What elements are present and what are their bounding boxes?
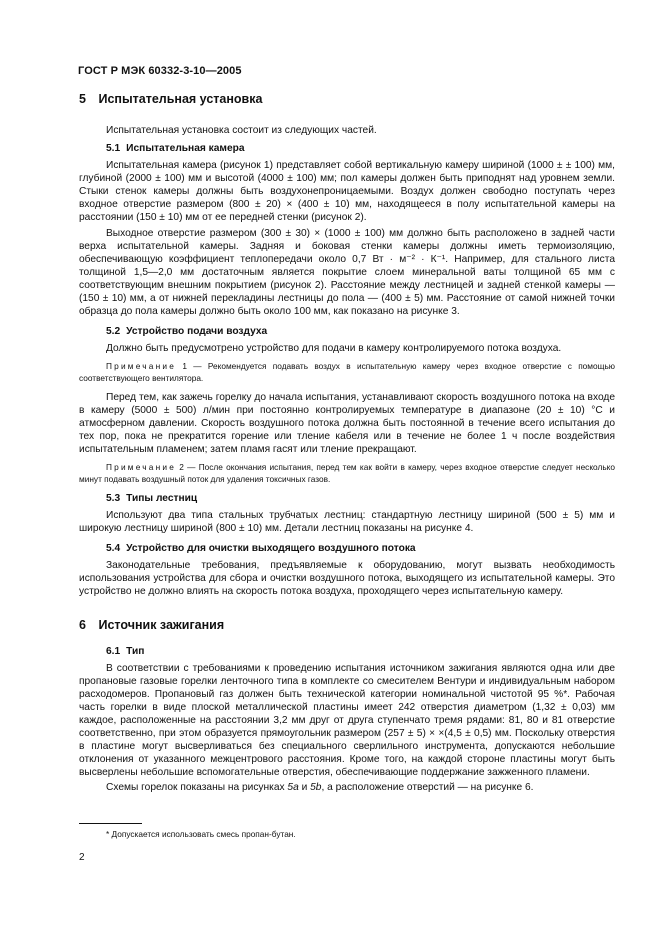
document-header: ГОСТ Р МЭК 60332-3-10—2005 — [78, 65, 242, 77]
section-5-4-heading: 5.4 Устройство для очистки выходящего воздушного потока — [106, 543, 416, 554]
section-5-3-heading: 5.3 Типы лестниц — [106, 493, 198, 504]
section-5-heading: 5 Испытательная установка — [79, 92, 263, 106]
section-6-1-paragraph-2: Схемы горелок показаны на рисунках 5а и 5b, а расположение отверстий — на рисунке 6. — [106, 782, 534, 793]
document-body — [79, 92, 615, 794]
section-5-2-note-2: Примечание 2 — После окончания испытания, перед тем как войти в камеру, через входное отверстие следует несколько минут подавать воздушный поток для удаления токсичных газов. — [79, 462, 615, 484]
section-5-1-paragraph-1: Испытательная камера (рисунок 1) представляет собой вертикальную камеру шириной (1000 ± ± 100) мм, глубиной (2000 ± 100) мм и высотой (4000 ± 100) мм; пол камеры должен быть приподнят над уровнем земли. Стыки стенок камеры должны быть воздухонепроницаемыми. Воздух должен свободно поступать через входное отверстие размером (800 ± 20) × (400 ± 10) мм, находящееся в полу испытательной камеры на расстоянии (150 ± 10) мм от ее передней стенки (рисунок 2). — [79, 160, 615, 223]
footnote: * Допускается использовать смесь пропан-бутан. — [106, 829, 296, 839]
section-5-2-heading: 5.2 Устройство подачи воздуха — [106, 326, 268, 337]
section-5-1-paragraph-2: Выходное отверстие размером (300 ± 30) × (1000 ± 100) мм должно быть расположено в задней части верха испытательной камеры. Задняя и боковая стенки камеры должны иметь термоизоляцию, обеспечивающую коэффициент теплопередачи около 0,7 Вт · м⁻² · К⁻¹. Например, для стального листа толщиной 1,5—2,0 мм достаточным является покрытие слоем минеральной ваты толщиной 65 мм с соответствующим внешним покрытием (рисунок 2). Расстояние между лестницей и задней стенкой камеры — (150 ± 10) мм, а от нижней перекладины лестницы до пола — (400 ± 5) мм. Расстояние от самой нижней точки образца до пола камеры должно быть около 100 мм, как показано на рисунке 3. — [79, 228, 615, 317]
section-6-heading: 6 Источник зажигания — [79, 618, 225, 632]
section-5-intro: Испытательная установка состоит из следующих частей. — [106, 125, 377, 136]
section-5-3-paragraph-1: Используют два типа стальных трубчатых лестниц: стандартную лестницу шириной (500 ± 5) мм и широкую лестницу шириной (800 ± 10) мм. Детали лестниц показаны на рисунке 4. — [79, 510, 615, 534]
section-6-1-heading: 6.1 Тип — [106, 646, 145, 657]
page-number: 2 — [79, 852, 85, 863]
section-5-1-heading: 5.1 Испытательная камера — [106, 143, 245, 154]
section-5-2-paragraph-2: Перед тем, как зажечь горелку до начала испытания, устанавливают скорость воздушного потока на входе в камеру (5000 ± 500) л/мин при постоянно контролируемых температуре в диапазоне (20 ± 10) °С и атмосферном давлении. Скорость воздушного потока должна быть постоянной в течение всего испытания до тех пор, пока не прекратится горение или тление кабеля или в течение не более 1 ч после воздействия испытательным пламенем; затем пламя гасят или тление прекращают. — [79, 392, 615, 455]
section-5-4-paragraph-1: Законодательные требования, предъявляемые к оборудованию, могут вызвать необходимость использования устройства для сбора и очистки воздушного потока, выходящего из испытательной камеры. Это устройство не должно влиять на скорость потока воздуха, проходящего через испытательную камеру. — [79, 560, 615, 597]
section-6-1-paragraph-1: В соответствии с требованиями к проведению испытания источником зажигания являются одна или две пропановые газовые горелки ленточного типа в комплекте со смесителем Вентури и индивидуальным набором расходомеров. Пропановый газ должен быть технической категории номинальной чистотой 95 %*. Рабочая часть горелки в виде плоской металлической пластины имеет 242 отверстия диаметром (1,32 ± 0,03) мм каждое, расположенные на расстоянии 3,2 мм друг от друга ступенчато тремя рядами: 81, 80 и 81 отверстие соответственно, при этом образуется прямоугольник размером (257 ± 5) × ×(4,5 ± 0,5) мм. Поскольку отверстия в пластине могут высверливаться без специального сверлильного инструмента, допускаются небольшие отклонения от указанного межцентрового расстояния. Кроме того, на каждой стороне пластины могут быть высверлены небольшие вспомогательные отверстия, обеспечивающие поддержание зажженного пламени. — [79, 663, 615, 778]
section-5-2-note-1: Примечание 1 — Рекомендуется подавать воздух в испытательную камеру через входное отверстие с помощью соответствующего вентилятора. — [79, 361, 615, 383]
footnote-separator — [79, 823, 142, 824]
section-5-2-paragraph-1: Должно быть предусмотрено устройство для подачи в камеру контролируемого потока воздуха. — [106, 343, 562, 354]
